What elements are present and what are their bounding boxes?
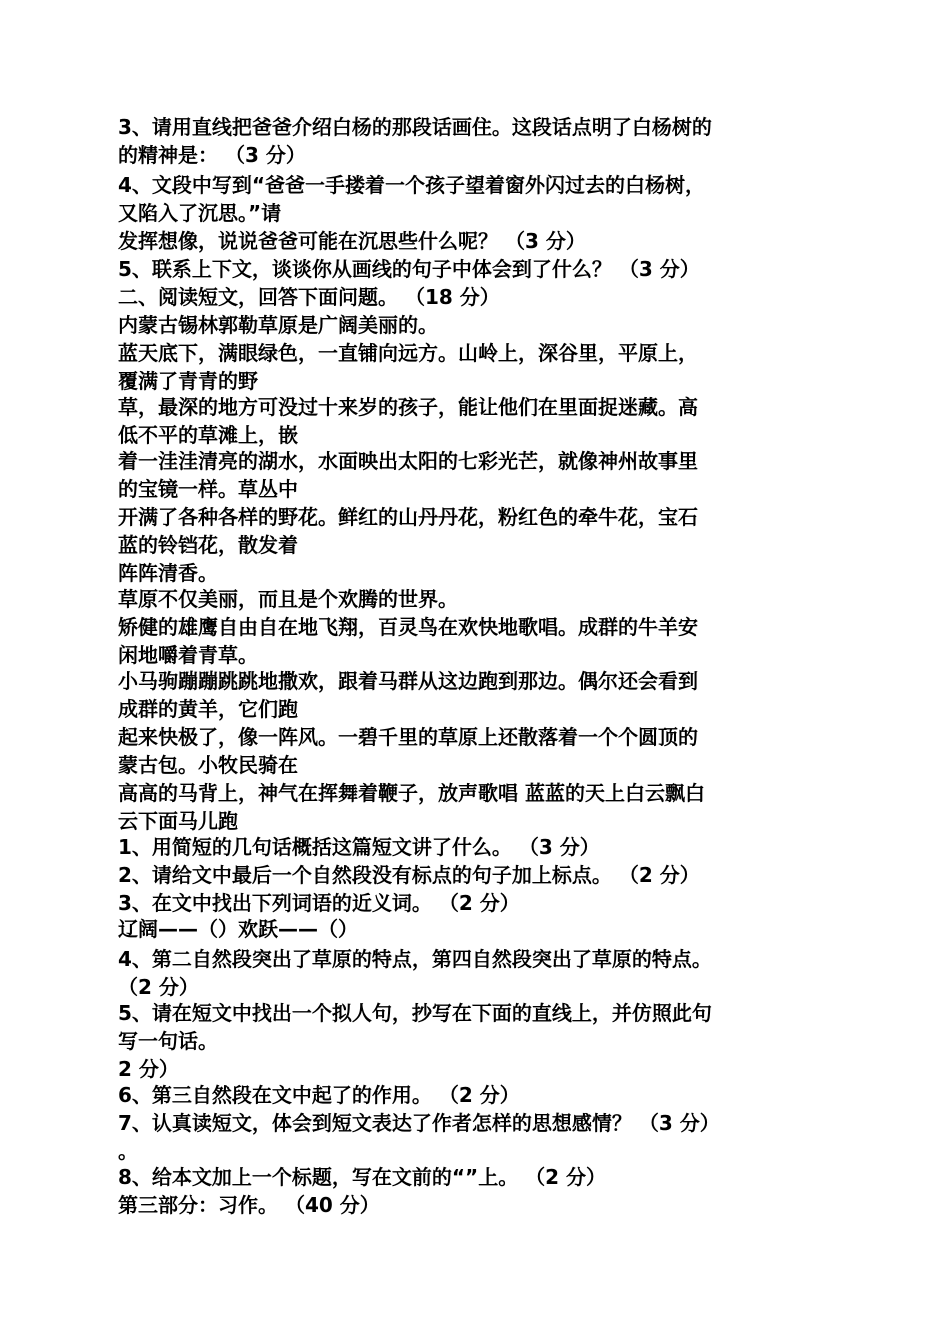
text-line: 3、请用直线把爸爸介绍白杨的那段话画住。这段话点明了白杨树的 <box>118 115 712 139</box>
text-line: 发挥想像，说说爸爸可能在沉思些什么呢？ （3 分） <box>118 229 586 253</box>
text-line: 3、在文中找出下列词语的近义词。 （2 分） <box>118 891 520 915</box>
text-line: 5、请在短文中找出一个拟人句，抄写在下面的直线上，并仿照此句 <box>118 1001 712 1025</box>
text-line: 闲地嚼着青草。 <box>118 643 258 667</box>
text-line: 4、文段中写到“爸爸一手搂着一个孩子望着窗外闪过去的白杨树， <box>118 173 706 197</box>
text-line: （2 分） <box>118 975 199 999</box>
text-line: 辽阔——（）欢跃——（） <box>118 917 358 941</box>
text-line: 高高的马背上，神气在挥舞着鞭子，放声歌唱 蓝蓝的天上白云飘白 <box>118 781 705 805</box>
text-line: 6、第三自然段在文中起了的作用。 （2 分） <box>118 1083 520 1107</box>
text-line: 第三部分：习作。 （40 分） <box>118 1193 380 1217</box>
text-line: 小马驹蹦蹦跳跳地撒欢，跟着马群从这边跑到那边。偶尔还会看到 <box>118 669 698 693</box>
text-line: 低不平的草滩上，嵌 <box>118 423 298 447</box>
text-line: 2 分） <box>118 1057 179 1081</box>
text-line: 的宝镜一样。草丛中 <box>118 477 298 501</box>
text-line: 又陷入了沉思。”请 <box>118 201 282 225</box>
text-line: 草，最深的地方可没过十来岁的孩子，能让他们在里面捉迷藏。高 <box>118 395 698 419</box>
text-line: 起来快极了，像一阵风。一碧千里的草原上还散落着一个个圆顶的 <box>118 725 698 749</box>
text-line: 成群的黄羊，它们跑 <box>118 697 298 721</box>
text-line: 内蒙古锡林郭勒草原是广阔美丽的。 <box>118 313 438 337</box>
text-line: 覆满了青青的野 <box>118 369 258 393</box>
text-line: 开满了各种各样的野花。鲜红的山丹丹花，粉红色的牵牛花，宝石 <box>118 505 698 529</box>
text-line: 7、认真读短文，体会到短文表达了作者怎样的思想感情？ （3 分） <box>118 1111 720 1135</box>
text-line: 写一句话。 <box>118 1029 218 1053</box>
text-line: 的精神是： （3 分） <box>118 143 306 167</box>
text-line: 5、联系上下文，谈谈你从画线的句子中体会到了什么？ （3 分） <box>118 257 700 281</box>
text-line: 二、阅读短文，回答下面问题。 （18 分） <box>118 285 500 309</box>
text-line: 蓝的铃铛花，散发着 <box>118 533 298 557</box>
text-line: 阵阵清香。 <box>118 561 218 585</box>
text-line: 蒙古包。小牧民骑在 <box>118 753 298 777</box>
text-line: 1、用简短的几句话概括这篇短文讲了什么。 （3 分） <box>118 835 600 859</box>
text-line: 蓝天底下，满眼绿色，一直铺向远方。山岭上，深谷里，平原上， <box>118 341 698 365</box>
text-line: 矫健的雄鹰自由自在地飞翔，百灵鸟在欢快地歌唱。成群的牛羊安 <box>118 615 698 639</box>
text-line: 4、第二自然段突出了草原的特点，第四自然段突出了草原的特点。 <box>118 947 712 971</box>
text-line: 云下面马儿跑 <box>118 809 238 833</box>
text-line: 。 <box>118 1139 138 1163</box>
text-line: 草原不仅美丽，而且是个欢腾的世界。 <box>118 587 458 611</box>
text-line: 着一洼洼清亮的湖水，水面映出太阳的七彩光芒，就像神州故事里 <box>118 449 698 473</box>
text-line: 8、给本文加上一个标题，写在文前的“”上。 （2 分） <box>118 1165 607 1189</box>
text-line: 2、请给文中最后一个自然段没有标点的句子加上标点。 （2 分） <box>118 863 700 887</box>
